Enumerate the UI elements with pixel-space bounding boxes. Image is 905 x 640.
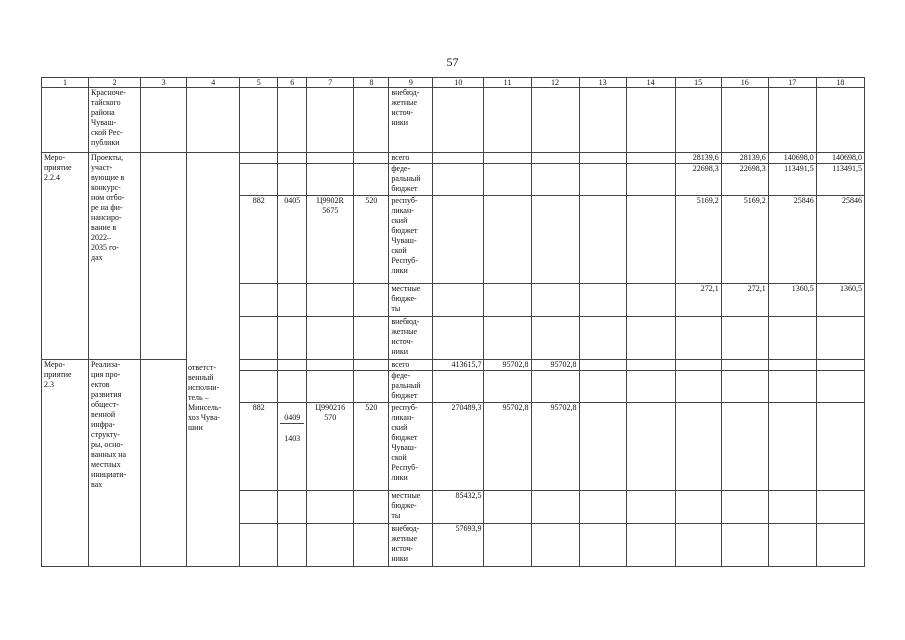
empty-cell <box>187 88 240 153</box>
measure-label: Меро- приятие 2.3 <box>42 360 89 567</box>
value-cell: 113491,5 <box>768 164 816 196</box>
value-cell: 272,1 <box>721 284 768 317</box>
header-row <box>42 78 865 88</box>
empty-cell <box>307 371 354 403</box>
value-cell <box>484 524 531 567</box>
empty-cell <box>278 88 307 153</box>
code-cell: Ц990216 570 <box>307 403 354 491</box>
value-cell <box>768 317 816 360</box>
code-cell-bottom: 1403 <box>284 434 301 443</box>
empty-cell <box>626 284 675 317</box>
header-cell: 2 <box>89 78 141 88</box>
empty-cell <box>141 360 187 567</box>
value-cell: 272,1 <box>675 284 721 317</box>
header-cell: 4 <box>187 78 240 88</box>
empty-cell <box>240 371 278 403</box>
empty-cell <box>433 196 484 284</box>
empty-cell <box>531 88 579 153</box>
empty-cell <box>278 317 307 360</box>
code-cell: 520 <box>354 403 389 491</box>
value-cell: 57693,9 <box>433 524 484 567</box>
empty-cell <box>240 284 278 317</box>
code-cell: 882 <box>240 403 278 491</box>
header-cell: 5 <box>240 78 278 88</box>
value-cell: 95702,8 <box>484 403 531 491</box>
empty-cell <box>433 88 484 153</box>
empty-cell <box>484 153 531 164</box>
value-cell: 140698,0 <box>816 153 864 164</box>
funding-source: всего <box>389 360 433 371</box>
empty-cell <box>626 403 675 491</box>
value-cell: 22698,3 <box>721 164 768 196</box>
empty-cell <box>240 491 278 524</box>
empty-cell <box>579 88 626 153</box>
table-row <box>42 153 865 164</box>
empty-cell <box>354 371 389 403</box>
empty-cell <box>354 153 389 164</box>
empty-cell <box>484 317 531 360</box>
empty-cell <box>721 524 768 567</box>
empty-cell <box>433 284 484 317</box>
funding-source: феде- ральный бюджет <box>389 164 433 196</box>
empty-cell <box>278 284 307 317</box>
empty-cell <box>278 360 307 371</box>
value-cell <box>531 371 579 403</box>
header-cell: 6 <box>278 78 307 88</box>
empty-cell <box>531 317 579 360</box>
header-cell: 10 <box>433 78 484 88</box>
empty-cell <box>307 524 354 567</box>
empty-cell <box>721 88 768 153</box>
empty-cell <box>675 491 721 524</box>
empty-cell <box>307 153 354 164</box>
empty-cell <box>579 371 626 403</box>
empty-cell <box>626 371 675 403</box>
code-cell: Ц9902R 5675 <box>307 196 354 284</box>
empty-cell <box>484 196 531 284</box>
code-cell: 882 <box>240 196 278 284</box>
page-number: 57 <box>446 55 459 69</box>
empty-cell <box>721 371 768 403</box>
funding-source: местные бюдже- ты <box>389 491 433 524</box>
value-cell: 270489,3 <box>433 403 484 491</box>
empty-cell <box>531 284 579 317</box>
empty-cell <box>816 360 864 371</box>
empty-cell <box>579 403 626 491</box>
funding-source: местные бюдже- ты <box>389 284 433 317</box>
empty-cell <box>42 88 89 153</box>
responsible-executor: ответст- венный исполни- тель – Минсель- хоз Чува- шии <box>188 363 222 432</box>
table-row <box>42 88 865 153</box>
empty-cell <box>354 284 389 317</box>
funding-source: феде- ральный бюджет <box>389 371 433 403</box>
empty-cell <box>768 88 816 153</box>
code-cell: 0405 <box>278 196 307 284</box>
empty-cell <box>816 88 864 153</box>
empty-cell <box>484 164 531 196</box>
value-cell: 95702,8 <box>484 360 531 371</box>
header-cell: 15 <box>675 78 721 88</box>
empty-cell <box>278 164 307 196</box>
value-cell <box>531 524 579 567</box>
empty-cell <box>484 88 531 153</box>
empty-cell <box>278 371 307 403</box>
empty-cell <box>531 196 579 284</box>
funding-source: респуб- ликан- ский бюджет Чуваш- ской Респуб- лики <box>389 196 433 284</box>
empty-cell <box>240 153 278 164</box>
empty-cell <box>579 164 626 196</box>
value-cell: 413615,7 <box>433 360 484 371</box>
empty-cell <box>531 153 579 164</box>
empty-cell <box>307 491 354 524</box>
funding-source: всего <box>389 153 433 164</box>
empty-cell <box>354 317 389 360</box>
header-cell: 14 <box>626 78 675 88</box>
table-row <box>42 360 865 371</box>
empty-cell <box>675 371 721 403</box>
empty-cell <box>579 284 626 317</box>
empty-cell <box>626 524 675 567</box>
empty-cell <box>307 317 354 360</box>
value-cell: 95702,8 <box>531 403 579 491</box>
empty-cell <box>675 403 721 491</box>
value-cell <box>721 317 768 360</box>
empty-cell <box>721 403 768 491</box>
header-cell: 7 <box>307 78 354 88</box>
code-cell: 520 <box>354 196 389 284</box>
empty-cell <box>141 153 187 360</box>
value-cell <box>675 317 721 360</box>
empty-cell <box>354 88 389 153</box>
value-cell <box>531 491 579 524</box>
value-cell <box>484 371 531 403</box>
empty-cell <box>354 164 389 196</box>
empty-cell <box>579 524 626 567</box>
empty-cell <box>721 491 768 524</box>
empty-cell <box>816 371 864 403</box>
empty-cell <box>626 317 675 360</box>
empty-cell <box>626 491 675 524</box>
measure-name: Проекты, участ- вующие в конкурс- ном отбо- ре на фи- нансиро- вание в 2022– 2035 го- дах <box>89 153 141 360</box>
empty-cell <box>626 88 675 153</box>
header-cell: 3 <box>141 78 187 88</box>
value-cell: 5169,2 <box>721 196 768 284</box>
header-cell: 9 <box>389 78 433 88</box>
empty-cell <box>768 403 816 491</box>
empty-cell <box>531 164 579 196</box>
empty-cell <box>675 88 721 153</box>
empty-cell <box>433 317 484 360</box>
empty-cell <box>307 88 354 153</box>
empty-cell <box>278 524 307 567</box>
header-cell: 18 <box>816 78 864 88</box>
funding-source: внебюд- жетные источ- ники <box>389 524 433 567</box>
empty-cell <box>307 284 354 317</box>
empty-cell <box>816 491 864 524</box>
empty-cell <box>307 360 354 371</box>
value-cell: 140698,0 <box>768 153 816 164</box>
empty-cell <box>307 164 354 196</box>
empty-cell <box>579 153 626 164</box>
empty-cell <box>141 88 187 153</box>
empty-cell <box>433 164 484 196</box>
empty-cell <box>240 360 278 371</box>
header-cell: 11 <box>484 78 531 88</box>
value-cell: 28139,6 <box>721 153 768 164</box>
empty-cell <box>579 491 626 524</box>
empty-cell <box>579 196 626 284</box>
value-cell: 25846 <box>816 196 864 284</box>
empty-cell <box>768 360 816 371</box>
header-cell: 17 <box>768 78 816 88</box>
empty-cell <box>240 88 278 153</box>
empty-cell <box>278 153 307 164</box>
program-name: Красноче- тайского района Чуваш- ской Рес- публики <box>89 88 141 153</box>
header-cell: 12 <box>531 78 579 88</box>
measure-label: Меро- приятие 2.2.4 <box>42 153 89 360</box>
empty-cell <box>626 196 675 284</box>
empty-cell <box>187 153 240 567</box>
empty-cell <box>816 403 864 491</box>
value-cell: 22698,3 <box>675 164 721 196</box>
funding-source: внебюд- жетные источ- ники <box>389 88 433 153</box>
value-cell <box>484 491 531 524</box>
measure-name: Реализа- ция про- ектов развития общест- венной инфра- структу- ры, осно- ванных на местных инициати- вах <box>89 360 141 567</box>
budget-table <box>41 77 865 567</box>
value-cell: 1360,5 <box>816 284 864 317</box>
value-cell: 25846 <box>768 196 816 284</box>
header-cell: 16 <box>721 78 768 88</box>
value-cell: 28139,6 <box>675 153 721 164</box>
code-cell-top: 0409 <box>280 413 304 424</box>
empty-cell <box>675 524 721 567</box>
empty-cell <box>626 153 675 164</box>
header-cell: 1 <box>42 78 89 88</box>
empty-cell <box>278 491 307 524</box>
header-cell: 8 <box>354 78 389 88</box>
value-cell: 1360,5 <box>768 284 816 317</box>
empty-cell <box>675 360 721 371</box>
empty-cell <box>579 317 626 360</box>
empty-cell <box>433 153 484 164</box>
empty-cell <box>579 360 626 371</box>
empty-cell <box>768 371 816 403</box>
empty-cell <box>354 360 389 371</box>
value-cell <box>816 317 864 360</box>
empty-cell <box>816 524 864 567</box>
empty-cell <box>484 284 531 317</box>
value-cell: 85432,5 <box>433 491 484 524</box>
empty-cell <box>626 164 675 196</box>
value-cell: 95702,8 <box>531 360 579 371</box>
empty-cell <box>626 360 675 371</box>
empty-cell <box>354 524 389 567</box>
value-cell <box>433 371 484 403</box>
empty-cell <box>768 491 816 524</box>
empty-cell <box>768 524 816 567</box>
value-cell: 5169,2 <box>675 196 721 284</box>
header-cell: 13 <box>579 78 626 88</box>
value-cell: 113491,5 <box>816 164 864 196</box>
empty-cell <box>240 317 278 360</box>
empty-cell <box>240 164 278 196</box>
empty-cell <box>240 524 278 567</box>
empty-cell <box>721 360 768 371</box>
code-cell <box>278 403 307 491</box>
funding-source: респуб- ликан- ский бюджет Чуваш- ской Респуб- лики <box>389 403 433 491</box>
funding-source: внебюд- жетные источ- ники <box>389 317 433 360</box>
empty-cell <box>354 491 389 524</box>
